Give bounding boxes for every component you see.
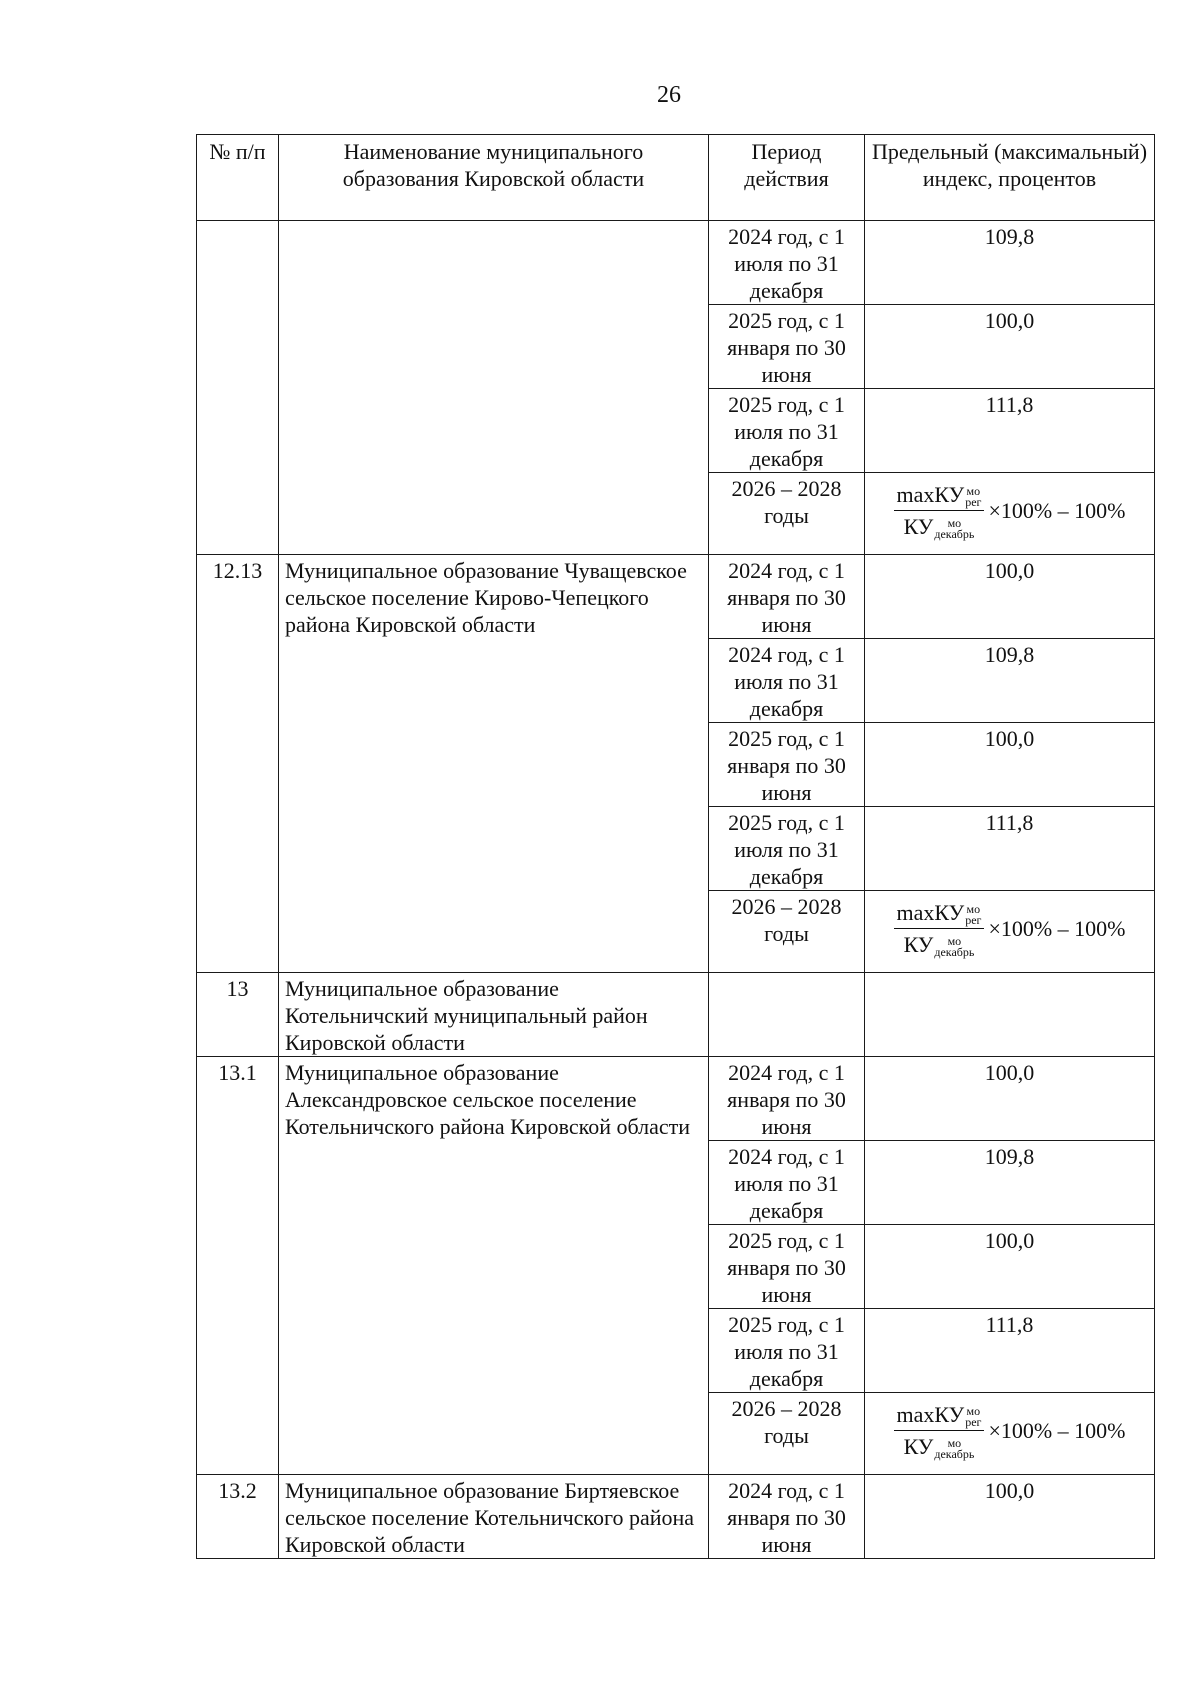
index-formula-cell — [865, 473, 1155, 555]
index-formula — [871, 893, 1148, 958]
index-value: 111,8 — [865, 1309, 1155, 1393]
period-cell: 2026 – 2028 годы — [709, 891, 865, 973]
page-number: 26 — [657, 82, 681, 108]
index-value: 100,0 — [865, 723, 1155, 807]
period-cell: 2024 год, с 1 января по 30 июня — [709, 1057, 865, 1141]
period-cell: 2025 год, с 1 января по 30 июня — [709, 1225, 865, 1309]
table-row — [197, 973, 1155, 1057]
header-num: № п/п — [197, 135, 279, 221]
formula-num-main: maxКУ — [896, 482, 965, 507]
formula-num-sup: мо — [966, 901, 981, 916]
period-cell: 2025 год, с 1 января по 30 июня — [709, 723, 865, 807]
index-value — [865, 973, 1155, 1057]
formula-num-indices — [965, 901, 982, 927]
period-cell: 2024 год, с 1 июля по 31 декабря — [709, 1141, 865, 1225]
row-number — [197, 221, 279, 555]
period-cell: 2025 год, с 1 января по 30 июня — [709, 305, 865, 389]
formula-den-main: КУ — [903, 932, 934, 957]
period-cell — [709, 973, 865, 1057]
formula-fraction — [894, 899, 985, 958]
index-value: 111,8 — [865, 389, 1155, 473]
formula-numerator — [894, 1401, 985, 1431]
formula-den-sub: декабрь — [934, 1446, 975, 1461]
formula-denominator — [901, 929, 978, 958]
index-formula-cell — [865, 1393, 1155, 1475]
period-cell: 2024 год, с 1 января по 30 июня — [709, 1475, 865, 1559]
period-cell: 2026 – 2028 годы — [709, 473, 865, 555]
formula-fraction — [894, 1401, 985, 1460]
formula-fraction — [894, 481, 985, 540]
formula-den-main: КУ — [903, 514, 934, 539]
formula-tail: ×100% – 100% — [988, 1418, 1126, 1443]
formula-denominator — [901, 511, 978, 540]
index-value: 100,0 — [865, 305, 1155, 389]
table-row — [197, 1057, 1155, 1141]
formula-den-sub: декабрь — [934, 526, 975, 541]
index-formula — [871, 1395, 1148, 1460]
period-cell: 2025 год, с 1 июля по 31 декабря — [709, 1309, 865, 1393]
index-value: 109,8 — [865, 221, 1155, 305]
index-value: 100,0 — [865, 1475, 1155, 1559]
header-name: Наименование муниципального образования Кировской области — [279, 135, 709, 221]
formula-den-indices — [934, 933, 975, 959]
formula-den-sup: мо — [947, 515, 962, 530]
tariff-index-table — [196, 134, 1155, 1559]
formula-num-indices — [965, 483, 982, 509]
formula-num-main: maxКУ — [896, 1402, 965, 1427]
period-cell: 2024 год, с 1 июля по 31 декабря — [709, 221, 865, 305]
formula-den-indices — [934, 1435, 975, 1461]
formula-tail: ×100% – 100% — [988, 916, 1126, 941]
index-value: 111,8 — [865, 807, 1155, 891]
formula-tail: ×100% – 100% — [988, 498, 1126, 523]
period-cell: 2025 год, с 1 июля по 31 декабря — [709, 807, 865, 891]
index-formula-cell — [865, 891, 1155, 973]
formula-den-main: КУ — [903, 1434, 934, 1459]
formula-num-sub: рег — [965, 494, 982, 509]
formula-num-sup: мо — [966, 483, 981, 498]
formula-denominator — [901, 1431, 978, 1460]
period-cell: 2024 год, с 1 июля по 31 декабря — [709, 639, 865, 723]
formula-den-sup: мо — [947, 1435, 962, 1450]
formula-den-sub: декабрь — [934, 944, 975, 959]
period-cell: 2024 год, с 1 января по 30 июня — [709, 555, 865, 639]
period-cell: 2026 – 2028 годы — [709, 1393, 865, 1475]
table-row — [197, 555, 1155, 639]
row-number: 12.13 — [197, 555, 279, 973]
index-value: 100,0 — [865, 555, 1155, 639]
formula-num-sub: рег — [965, 912, 982, 927]
index-value: 109,8 — [865, 1141, 1155, 1225]
formula-den-indices — [934, 515, 975, 541]
header-period: Период действия — [709, 135, 865, 221]
municipality-name: Муниципальное образование Биртяевское сельское поселение Котельничского района Кировской области — [279, 1475, 709, 1559]
formula-num-main: maxКУ — [896, 900, 965, 925]
formula-den-sup: мо — [947, 933, 962, 948]
header-index: Предельный (максимальный) индекс, процентов — [865, 135, 1155, 221]
index-value: 100,0 — [865, 1057, 1155, 1141]
formula-numerator — [894, 481, 985, 511]
period-cell: 2025 год, с 1 июля по 31 декабря — [709, 389, 865, 473]
municipality-name: Муниципальное образование Чуващевское сельское поселение Кирово-Чепецкого района Кировской области — [279, 555, 709, 973]
table-row — [197, 221, 1155, 305]
formula-num-sup: мо — [966, 1403, 981, 1418]
index-formula — [871, 475, 1148, 540]
row-number: 13 — [197, 973, 279, 1057]
municipality-name: Муниципальное образование Котельничский муниципальный район Кировской области — [279, 973, 709, 1057]
table-row — [197, 1475, 1155, 1559]
index-value: 100,0 — [865, 1225, 1155, 1309]
table-header-row — [197, 135, 1155, 221]
formula-num-indices — [965, 1403, 982, 1429]
row-number: 13.1 — [197, 1057, 279, 1475]
formula-numerator — [894, 899, 985, 929]
municipality-name — [279, 221, 709, 555]
formula-num-sub: рег — [965, 1414, 982, 1429]
municipality-name: Муниципальное образование Александровское сельское поселение Котельничского района Кировской области — [279, 1057, 709, 1475]
row-number: 13.2 — [197, 1475, 279, 1559]
index-value: 109,8 — [865, 639, 1155, 723]
table-body — [197, 221, 1155, 1559]
